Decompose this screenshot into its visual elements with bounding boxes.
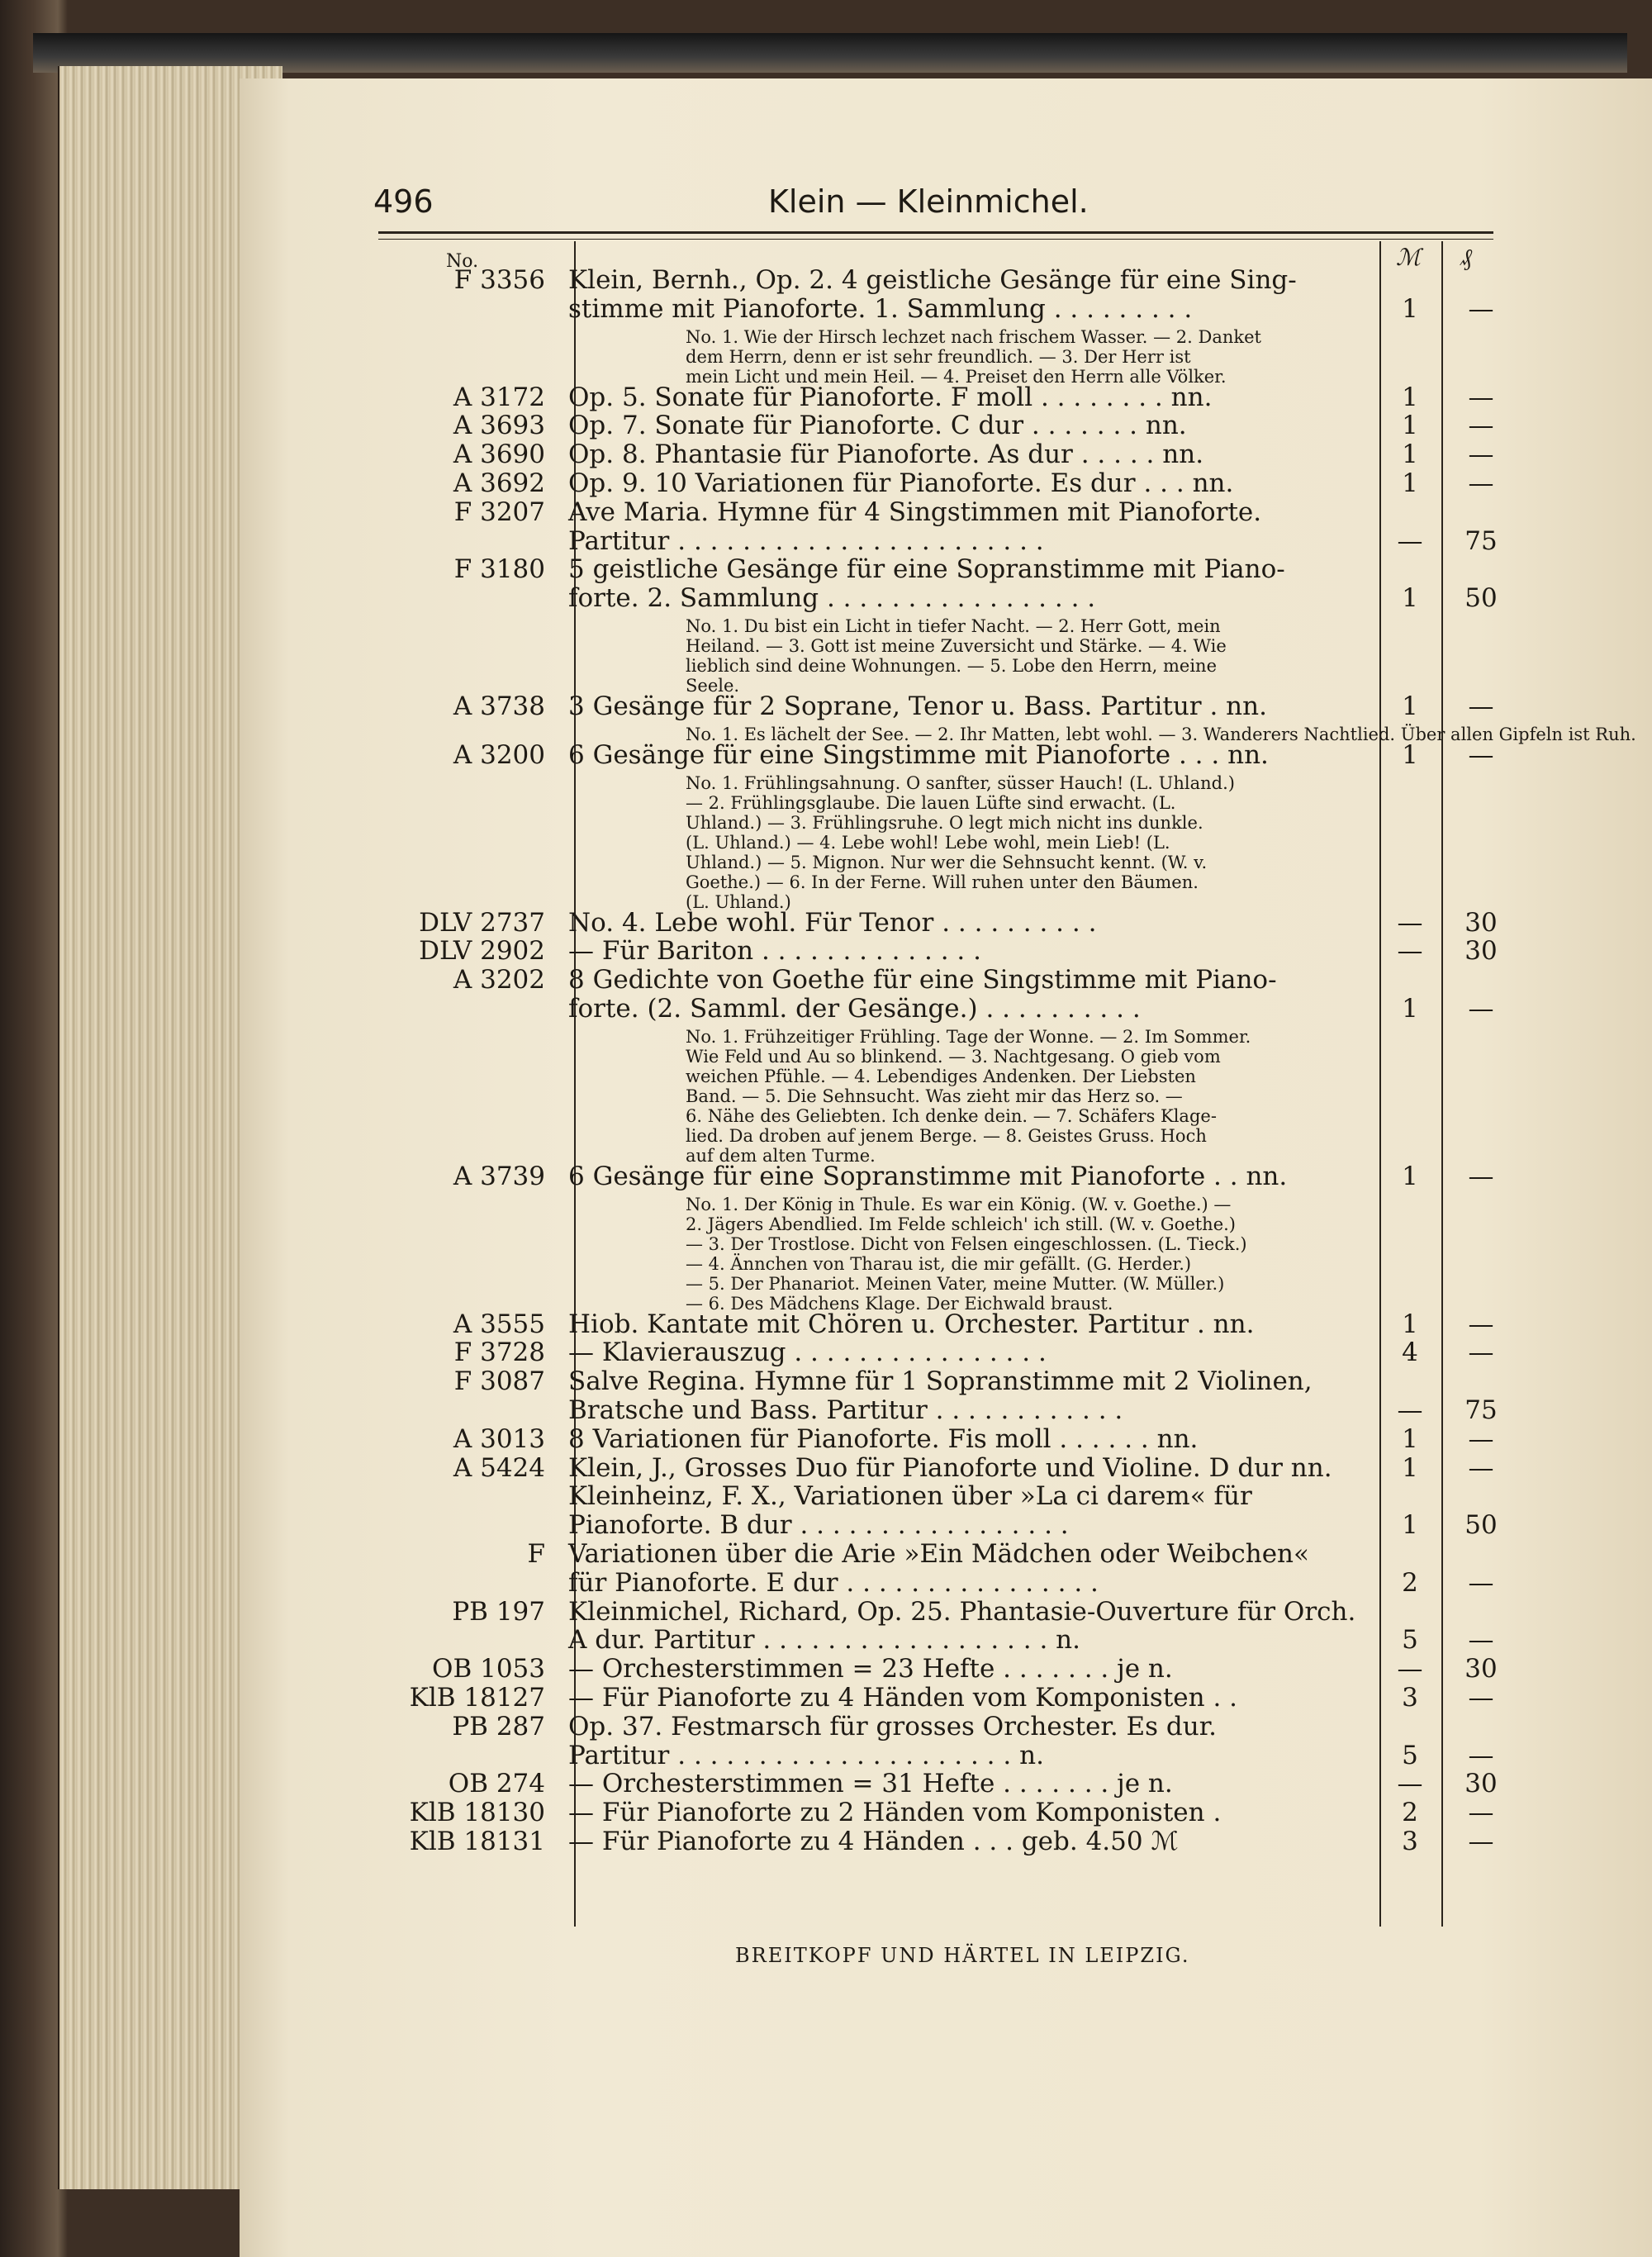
price-pfennig: — [1468,1625,1494,1656]
entry-text: No. 4. Lebe wohl. Für Tenor . . . . . . . . . . [568,907,1097,938]
entry-text: 6 Gesänge für eine Sopranstimme mit Pianoforte . . nn. [568,1161,1288,1191]
price-pfennig: — [1468,1827,1494,1856]
entry-text: Partitur . . . . . . . . . . . . . . . . . . . . . . . [568,525,1044,556]
price-pfennig [1452,266,1510,294]
entry-text: — Orchesterstimmen = 23 Hefte . . . . . . . je n. [568,1654,1173,1684]
entry-text: Band. — 5. Die Sehnsucht. Was zieht mir das Herz so. — [686,1086,1183,1106]
catalog-number: A 3013 [453,1423,545,1454]
price-mark: 1 [1402,1510,1418,1541]
entry-text: Op. 37. Festmarsch für grosses Orchester. Es dur. [568,1711,1218,1741]
price-pfennig: — [1468,1338,1494,1368]
catalog-number: KlB 18131 [409,1827,545,1856]
publisher-footer: BREITKOPF UND HÄRTEL IN LEIPZIG. [735,1944,1190,1967]
entry-text: Kleinheinz, F. X., Variationen über »La ci darem« für [568,1481,1252,1512]
entry-text: Pianoforte. B dur . . . . . . . . . . . . . . . . . [568,1510,1069,1541]
catalog-number: PB 197 [452,1596,545,1627]
price-pfennig: — [1468,1309,1494,1339]
entry-text: 3 Gesänge für 2 Soprane, Tenor u. Bass. Partitur . nn. [568,691,1267,721]
price-mark: 1 [1402,1423,1418,1454]
entry-text: 8 Gedichte von Goethe für eine Singstimme mit Piano- [568,965,1277,995]
entry-text: Variationen über die Arie »Ein Mädchen oder Weibchen« [568,1539,1309,1569]
entry-text: Partitur . . . . . . . . . . . . . . . . . . . . . n. [568,1740,1044,1770]
entry-text: Goethe.) — 6. In der Ferne. Will ruhen unter den Bäumen. [686,872,1199,892]
entry-text: lieblich sind deine Wohnungen. — 5. Lobe den Herrn, meine [686,656,1217,676]
entry-text: 6 Gesänge für eine Singstimme mit Pianoforte . . . nn. [568,739,1269,770]
entry-text: auf dem alten Turme. [686,1145,876,1166]
price-pfennig: — [1468,468,1494,498]
entry-text: für Pianoforte. E dur . . . . . . . . . . . . . . . . [568,1567,1099,1598]
price-pfennig: — [1468,293,1494,324]
catalog-number: F 3207 [453,497,545,527]
price-mark: 1 [1402,382,1418,412]
entry-text: lied. Da droben auf jenem Berge. — 8. Geistes Gruss. Hoch [686,1125,1207,1146]
price-pfennig: — [1468,411,1494,441]
price-pfennig: 30 [1464,1769,1498,1799]
price-mark [1389,966,1431,994]
entry-text: Ave Maria. Hymne für 4 Singstimmen mit Pianoforte. [568,497,1262,527]
price-pfennig: — [1468,440,1494,470]
catalog-number [388,584,545,612]
entry-text: mein Licht und mein Heil. — 4. Preiset den Herrn alle Völker. [686,366,1227,387]
price-mark: 5 [1402,1740,1418,1770]
entry-text: — Für Bariton . . . . . . . . . . . . . . [568,936,981,967]
price-pfennig: 50 [1464,1510,1498,1541]
catalog-number: A 3200 [453,739,545,770]
entry-text: No. 1. Es lächelt der See. — 2. Ihr Matten, lebt wohl. — 3. Wanderers Nachtlied. Über allen Gipfeln ist Ruh. [686,724,1636,744]
catalog-number: F 3087 [453,1366,545,1397]
entry-text: Bratsche und Bass. Partitur . . . . . . . . . . . . [568,1395,1123,1425]
entry-text: — 2. Frühlingsglaube. Die lauen Lüfte sind erwacht. (L. [686,792,1176,813]
catalog-number: F 3180 [453,554,545,585]
entry-text: No. 1. Frühlingsahnung. O sanfter, süsser Hauch! (L. Uhland.) [686,772,1235,793]
price-pfennig [1452,1713,1510,1741]
price-mark: 1 [1402,739,1418,770]
catalog-number [388,1511,545,1539]
catalog-number: F 3728 [453,1338,545,1368]
entry-text: Uhland.) — 3. Frühlingsruhe. O legt mich nicht ins dunkle. [686,812,1203,833]
entry-text: — 5. Der Phanariot. Meinen Vater, meine Mutter. (W. Müller.) [686,1273,1225,1294]
catalog-number: A 3739 [453,1161,545,1191]
catalog-number [388,1741,545,1770]
price-pfennig: — [1468,1161,1494,1191]
price-mark: 3 [1402,1683,1418,1713]
price-mark [1389,1713,1431,1741]
price-pfennig: — [1468,1740,1494,1770]
catalog-number: KlB 18127 [409,1683,545,1713]
page-number: 496 [373,183,434,220]
entry-text: Hiob. Kantate mit Chören u. Orchester. Partitur . nn. [568,1309,1255,1339]
entry-text: Uhland.) — 5. Mignon. Nur wer die Sehnsucht kennt. (W. v. [686,852,1208,872]
catalog-number [388,1396,545,1424]
price-pfennig: 75 [1464,525,1498,556]
entry-text: 5 geistliche Gesänge für eine Sopranstimme mit Piano- [568,554,1285,585]
entry-text: — Für Pianoforte zu 4 Händen . . . geb. 4.50 ℳ [568,1827,1179,1856]
price-mark: — [1397,525,1423,556]
entry-text: 6. Nähe des Geliebten. Ich denke dein. — 7. Schäfers Klage- [686,1105,1217,1126]
price-mark: 2 [1402,1567,1418,1598]
price-mark [1389,1540,1431,1568]
entry-text: — Für Pianoforte zu 4 Händen vom Komponisten . . [568,1683,1238,1713]
catalog-number [388,1626,545,1654]
entry-text: forte. 2. Sammlung . . . . . . . . . . . . . . . . . [568,583,1096,614]
header-rule [378,231,1493,234]
price-mark: — [1397,1395,1423,1425]
entry-text: — 6. Des Mädchens Klage. Der Eichwald braust. [686,1293,1113,1314]
entry-text: Wie Feld und Au so blinkend. — 3. Nachtgesang. O gieb vom [686,1046,1221,1067]
entry-text: No. 1. Frühzeitiger Frühling. Tage der Wonne. — 2. Im Sommer. [686,1026,1251,1047]
price-pfennig [1452,1540,1510,1568]
entry-text: — 4. Ännchen von Tharau ist, die mir gefällt. (G. Herder.) [686,1253,1192,1274]
catalog-number: A 3690 [453,440,545,470]
catalog-number: PB 287 [452,1711,545,1741]
entry-text: No. 1. Du bist ein Licht in tiefer Nacht. — 2. Herr Gott, mein [686,616,1221,636]
entry-text: Op. 8. Phantasie für Pianoforte. As dur . . . . . nn. [568,440,1204,470]
column-header-mark: ℳ [1396,244,1421,271]
catalog-number: A 5424 [453,1452,545,1483]
price-pfennig: 50 [1464,583,1498,614]
price-mark: 5 [1402,1625,1418,1656]
column-header-no: No. [446,251,479,272]
price-mark: — [1397,936,1423,967]
price-pfennig: — [1468,1798,1494,1828]
price-pfennig: — [1468,691,1494,721]
price-pfennig: 30 [1464,1654,1498,1684]
entry-text: A dur. Partitur . . . . . . . . . . . . . . . . . . n. [568,1625,1080,1656]
price-pfennig: — [1468,382,1494,412]
entry-text: — Für Pianoforte zu 2 Händen vom Komponisten . [568,1798,1222,1828]
price-pfennig [1452,498,1510,526]
entry-text: No. 1. Wie der Hirsch lechzet nach frischem Wasser. — 2. Danket [686,326,1261,347]
price-pfennig: — [1468,739,1494,770]
entry-text: — Orchesterstimmen = 31 Hefte . . . . . . . je n. [568,1769,1173,1799]
catalog-number: DLV 2902 [419,936,545,967]
price-mark [1389,498,1431,526]
entry-text: — Klavierauszug . . . . . . . . . . . . . . . . [568,1338,1047,1368]
catalog-number: A 3738 [453,691,545,721]
price-mark: 1 [1402,411,1418,441]
catalog-number: OB 1053 [432,1654,545,1684]
catalog-number: A 3172 [453,382,545,412]
entry-text: Op. 5. Sonate für Pianoforte. F moll . . . . . . . . nn. [568,382,1213,412]
price-mark: — [1397,1654,1423,1684]
price-pfennig [1452,1367,1510,1395]
catalog-number: A 3555 [453,1309,545,1339]
entry-text: — 3. Der Trostlose. Dicht von Felsen eingeschlossen. (L. Tieck.) [686,1233,1247,1254]
catalog-number: A 3202 [453,965,545,995]
entry-text: Heiland. — 3. Gott ist meine Zuversicht und Stärke. — 4. Wie [686,636,1227,656]
catalog-number [388,995,545,1023]
page-title: Klein — Kleinmichel. [768,183,1089,220]
price-mark: 3 [1402,1827,1418,1856]
price-mark: — [1397,1769,1423,1799]
price-pfennig [1452,1598,1510,1626]
price-pfennig: 30 [1464,907,1498,938]
header-rule-thin [378,239,1493,240]
price-pfennig [1452,966,1510,994]
catalog-number: OB 274 [448,1769,545,1799]
entry-text: Op. 9. 10 Variationen für Pianoforte. Es dur . . . nn. [568,468,1234,498]
column-header-pf: ₰ [1460,244,1472,271]
price-mark: 1 [1402,691,1418,721]
price-mark: 1 [1402,293,1418,324]
price-mark: 1 [1402,994,1418,1024]
price-pfennig: — [1468,994,1494,1024]
entry-text: forte. (2. Samml. der Gesänge.) . . . . . . . . . . [568,994,1141,1024]
catalog-number: KlB 18130 [409,1798,545,1828]
entry-text: No. 1. Der König in Thule. Es war ein König. (W. v. Goethe.) — [686,1194,1232,1214]
catalog-number: F [527,1539,545,1569]
price-pfennig: — [1468,1567,1494,1598]
price-mark: 1 [1402,440,1418,470]
price-mark [1389,555,1431,583]
entry-text: weichen Pfühle. — 4. Lebendiges Andenken. Der Liebsten [686,1066,1196,1086]
entry-text: stimme mit Pianoforte. 1. Sammlung . . . . . . . . . [568,293,1193,324]
catalog-number [388,1482,545,1510]
catalog-number: A 3693 [453,411,545,441]
price-mark [1389,1598,1431,1626]
price-mark: 1 [1402,468,1418,498]
catalog-number: A 3692 [453,468,545,498]
entry-text: 8 Variationen für Pianoforte. Fis moll . . . . . . nn. [568,1423,1199,1454]
price-pfennig [1452,1482,1510,1510]
entry-text: Salve Regina. Hymne für 1 Sopranstimme mit 2 Violinen, [568,1366,1313,1397]
entry-text: Klein, J., Grosses Duo für Pianoforte und Violine. D dur nn. [568,1452,1332,1483]
price-pfennig [1452,555,1510,583]
entry-text: Op. 7. Sonate für Pianoforte. C dur . . . . . . . nn. [568,411,1187,441]
price-mark [1389,1367,1431,1395]
entry-text: dem Herrn, denn er ist sehr freundlich. — 3. Der Herr ist [686,346,1191,367]
entry-text: (L. Uhland.) — 4. Lebe wohl! Lebe wohl, mein Lieb! (L. [686,832,1170,853]
entry-text: Klein, Bernh., Op. 2. 4 geistliche Gesänge für eine Sing- [568,265,1297,295]
price-mark: 1 [1402,1161,1418,1191]
price-mark: — [1397,907,1423,938]
catalog-number [388,1569,545,1597]
catalog-number [388,295,545,323]
entry-text: (L. Uhland.) [686,891,791,912]
price-mark: 2 [1402,1798,1418,1828]
catalog-number: DLV 2737 [419,907,545,938]
price-pfennig: 30 [1464,936,1498,967]
entry-text: Kleinmichel, Richard, Op. 25. Phantasie-Ouverture für Orch. [568,1596,1356,1627]
price-mark: 4 [1402,1338,1418,1368]
price-mark [1389,1482,1431,1510]
price-pfennig: 75 [1464,1395,1498,1425]
entry-text: Seele. [686,676,740,696]
price-mark [1389,266,1431,294]
price-mark: 1 [1402,1309,1418,1339]
price-pfennig: — [1468,1423,1494,1454]
catalog-number: F 3356 [453,265,545,295]
entry-text: 2. Jägers Abendlied. Im Felde schleich' ich still. (W. v. Goethe.) [686,1214,1237,1234]
price-mark: 1 [1402,1452,1418,1483]
price-pfennig: — [1468,1452,1494,1483]
price-mark: 1 [1402,583,1418,614]
price-pfennig: — [1468,1683,1494,1713]
catalog-number [388,527,545,555]
